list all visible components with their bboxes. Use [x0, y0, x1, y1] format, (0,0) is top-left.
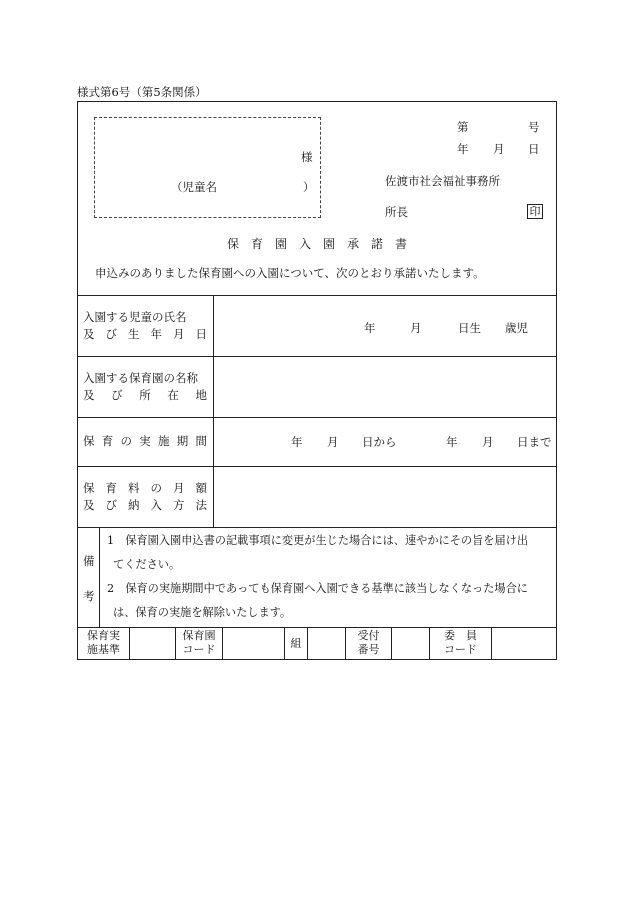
row2-label-line1: 入園する保育園の名称: [83, 371, 198, 385]
footer-committee-code: [430, 629, 491, 657]
remarks-divider: [99, 527, 100, 627]
row2-label-line2: [83, 387, 207, 404]
remarks-label-1: 備: [83, 554, 95, 568]
label-char: 生: [128, 327, 140, 341]
label-char: 額: [195, 481, 207, 495]
frame-right: [556, 101, 557, 660]
label-char: 育: [105, 481, 117, 495]
footer-text: 保育実: [87, 629, 120, 642]
label-char: 施: [158, 434, 170, 448]
footer-text: コード: [182, 643, 216, 656]
sep-row1: [77, 356, 557, 357]
remark-2-line1: 2 保育の実施期間中であっても保育園へ入園できる基準に該当しなくなった場合に: [107, 582, 528, 595]
row1-label: [83, 309, 207, 343]
date-year: 年: [457, 142, 469, 156]
period-start-month: 月: [327, 435, 339, 449]
sep-row2: [77, 417, 557, 418]
period-start-year: 年: [291, 435, 303, 449]
issuer-office: 佐渡市社会福祉事務所: [385, 174, 500, 188]
child-name-close: ）: [303, 180, 315, 194]
label-char: 月: [173, 481, 185, 495]
sep-row4: [77, 527, 557, 528]
remarks-label-2: 考: [83, 589, 95, 603]
row3-label: [83, 433, 207, 450]
label-char: 保: [83, 434, 95, 448]
number-dai: 第: [457, 120, 469, 134]
birth-year: 年: [364, 321, 376, 335]
label-char: 及: [83, 388, 95, 402]
footer-nursery-code: [176, 629, 222, 657]
seal-mark: 印: [527, 204, 543, 219]
label-char: 在: [167, 388, 179, 402]
label-char: 実: [139, 434, 151, 448]
footer-class: 組: [290, 637, 302, 650]
footer-div: [491, 627, 492, 659]
date-day: 日: [528, 142, 540, 156]
row1-label-line1: 入園する児童の氏名: [83, 310, 187, 324]
label-char: 納: [128, 498, 140, 512]
label-char: 期: [176, 434, 189, 448]
label-char: の: [120, 434, 132, 448]
period-end-month: 月: [482, 435, 494, 449]
child-age: 歳児: [505, 321, 528, 335]
document-title: 保 育 園 入 園 承 諾 書: [227, 237, 408, 251]
label-char: 地: [195, 388, 207, 402]
remark-2-line2: は、保育の実施を解除いたします。: [113, 606, 292, 619]
label-char: 入: [150, 498, 162, 512]
frame-bottom: [77, 659, 557, 660]
label-char: 育: [101, 434, 114, 448]
footer-text: 委 員: [444, 629, 477, 642]
footer-care-standard: [78, 629, 129, 657]
addressee-sama: 様: [301, 150, 313, 164]
sep-header: [77, 295, 557, 296]
label-char: 日: [195, 327, 207, 341]
period-end-day: 日まで: [517, 435, 552, 449]
row2-label: [83, 370, 207, 404]
addressee-box: [94, 117, 321, 218]
row3-label-line1: [83, 433, 207, 450]
label-char: び: [111, 388, 123, 402]
sep-row3: [77, 466, 557, 467]
label-char: 年: [150, 327, 162, 341]
number-go: 号: [528, 120, 540, 134]
footer-reception-number: [346, 629, 391, 657]
row4-label: [83, 480, 207, 514]
footer-text: 番号: [357, 643, 380, 656]
footer-text: 受付: [357, 629, 380, 642]
footer-text: 保育園: [182, 629, 216, 642]
intro-text: 申込みのありました保育園への入園について、次のとおり承諾いたします。: [95, 266, 485, 280]
remark-1-line1: 1 保育園入園申込書の記載事項に変更が生じた場合には、速やかにその旨を届け出: [107, 534, 529, 547]
label-divider: [213, 295, 214, 527]
birth-day: 日生: [458, 321, 481, 335]
sep-remarks: [77, 627, 557, 628]
remark-1-line2: てください。: [113, 558, 181, 571]
label-char: 方: [173, 498, 185, 512]
birth-month: 月: [410, 321, 422, 335]
footer-div: [307, 627, 308, 659]
issuer-chief: 所長: [385, 205, 408, 219]
row4-label-line2: [83, 497, 207, 514]
label-char: 月: [173, 327, 185, 341]
label-char: 法: [195, 498, 207, 512]
date-month: 月: [493, 142, 505, 156]
label-char: の: [150, 481, 162, 495]
frame-left: [77, 101, 78, 660]
child-name-open: （児童名: [171, 180, 217, 194]
label-char: 料: [128, 481, 140, 495]
label-char: び: [105, 327, 117, 341]
footer-div: [222, 627, 223, 659]
frame-top: [77, 101, 557, 102]
form-id: 様式第6号（第5条関係）: [77, 85, 207, 99]
label-char: び: [105, 498, 117, 512]
label-char: 所: [139, 388, 151, 402]
footer-text: コード: [444, 643, 477, 656]
label-char: 及: [83, 327, 95, 341]
period-end-year: 年: [446, 435, 458, 449]
label-char: 間: [195, 434, 207, 448]
footer-div: [391, 627, 392, 659]
footer-text: 施基準: [87, 643, 120, 656]
footer-div: [129, 627, 130, 659]
label-char: 保: [83, 481, 95, 495]
row1-label-line2: [83, 326, 207, 343]
period-start-day: 日から: [362, 435, 397, 449]
label-char: 及: [83, 498, 95, 512]
row4-label-line1: [83, 480, 207, 497]
